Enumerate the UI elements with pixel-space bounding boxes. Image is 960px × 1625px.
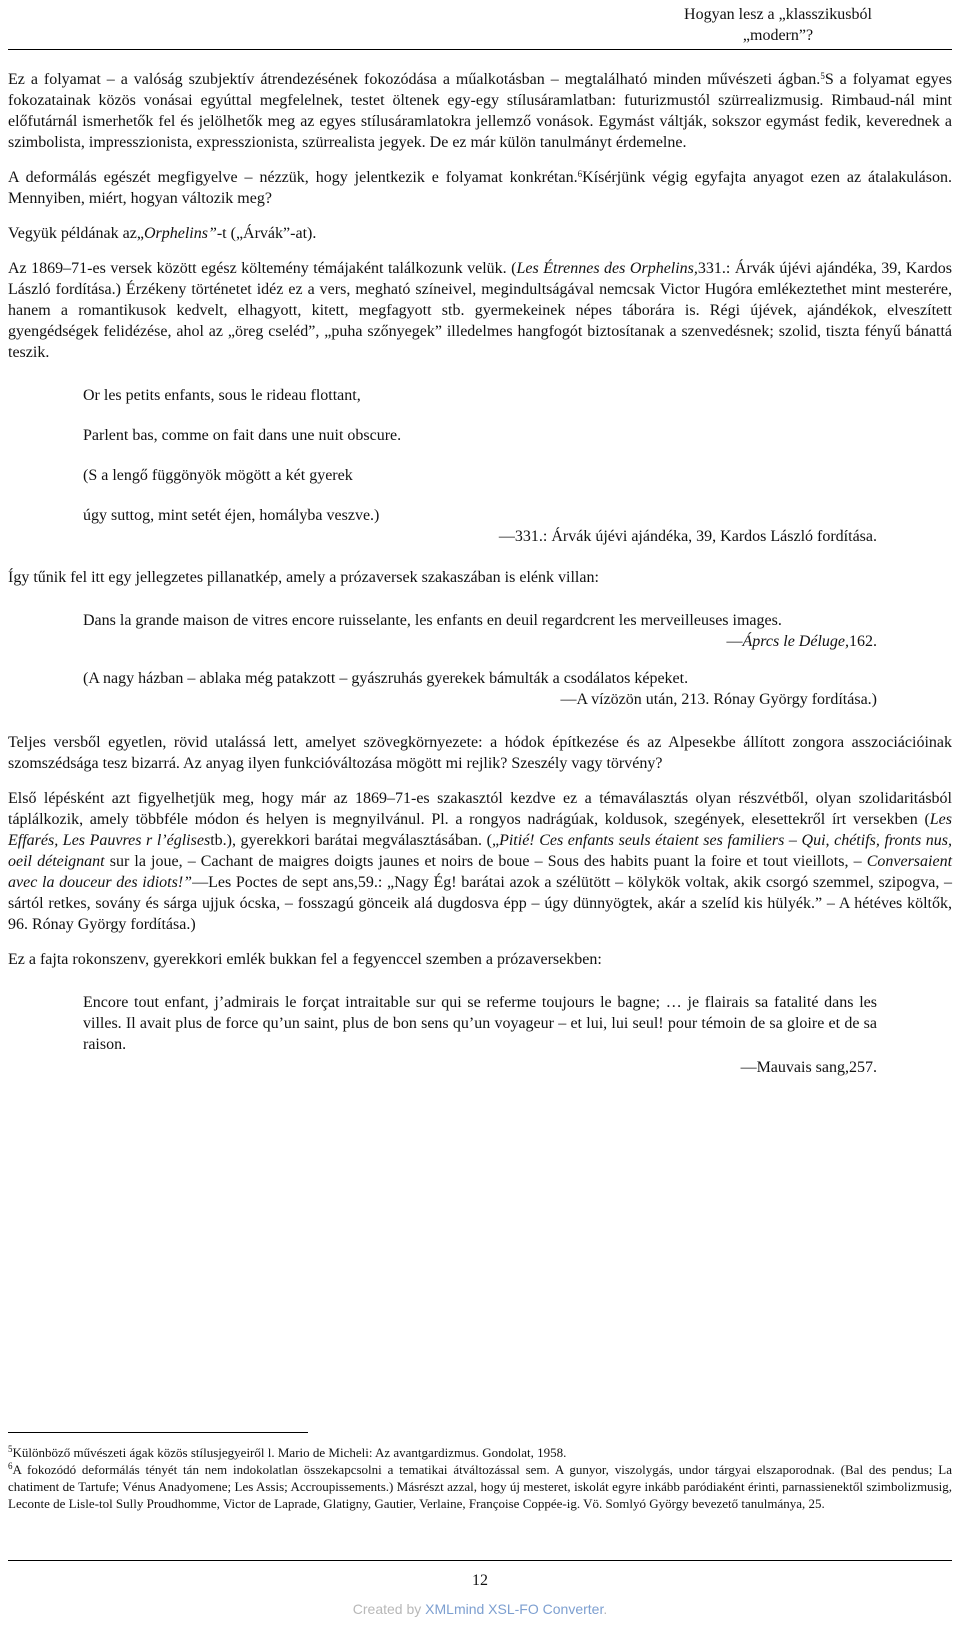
block-quote-french: Dans la grande maison de vitres encore ruisselante, les enfants en deuil regardcrent les merveilleuses images. — [83, 612, 782, 629]
footnote-ref-6[interactable]: 6 — [577, 169, 583, 179]
footnote-5: $^5$Különböző művészeti ágak közös stílusjegyeiről l. Mario de Micheli: Az avantgardizmus. Gondolat, 1958. — [8, 1444, 567, 1460]
converter-link[interactable]: XMLmind XSL-FO Converter — [425, 1601, 604, 1617]
footnote-ref-5[interactable]: 5 — [820, 71, 825, 81]
footnotes — [8, 1444, 952, 1512]
main-text — [8, 69, 952, 1092]
paragraph-6: Teljes versből egyetlen, rövid utalássá lett, amelyet szövegkörnyezete: a hódok építkezése és az Alpesekbe állított zongora asszociációinak szomszédsága tesz bizarrá. Az anyag ilyen funkcióváltozása mögött mi rejlik? Szeszély vagy törvény? — [8, 734, 952, 772]
block-quote-prose: Encore tout enfant, j’admirais le forçat intraitable sur qui se referme toujours le bagne; … je flairais sa fatalité dans les villes. Il avait plus de force qu’un saint, plus de bon sens qu’un voyageur – et lui, lui seul! pour témoin de sa gloire et de sa raison. — [83, 994, 877, 1053]
footnote-divider — [8, 1432, 308, 1433]
verse-line: (S a lengő függönyök mögött a két gyerek — [83, 467, 353, 484]
paragraph-3: Vegyük példának az„Orphelins”-t („Árvák”-at). — [8, 225, 317, 242]
block-quote-translation: (A nagy házban – ablaka még patakzott – gyászruhás gyerekek bámulták a csodálatos képeket. — [83, 670, 689, 687]
running-header — [628, 4, 928, 46]
footer-divider — [8, 1560, 952, 1561]
header-divider — [8, 49, 952, 50]
verse-line: úgy suttog, mint setét éjen, homályba veszve.) — [83, 507, 380, 524]
paragraph-4: Az 1869–71-es versek között egész költemény témájaként találkozunk velük. (Les Étrennes des Orphelins,331.: Árvák újévi ajándéka, 39, Kardos László fordítása.) Érzékeny történetet idéz ez a vers, megható színeivel, megindultságával nemcsak Victor Hugóra emlékeztethet mint mesterére, hanem a romantikusok kedvelt, elhagyott, kitett, megfagyott stb. gyermekeinek népes táborára is. Régi újévek, ajándékok, elveszített gyengédségek felidézése, ahol az „öreg cseléd”, „puha szőnyegek” illedelmes hangfogót biztosítanak a szenvedésnek; szolid, tiszta fényű bánattá teszik. — [8, 260, 953, 361]
header-title-line2: „modern”? — [742, 27, 814, 44]
paragraph-1: Ez a folyamat – a valóság szubjektív átrendezésének fokozódása a műalkotásban – megtalálható minden művészeti ágban.$^5$S a folyamat egyes fokozatainak közös vonásai egyúttal megfelelnek, testet öltenek egy-egy stílusáramlatban: futurizmustól szürrealizmusig. Rimbaud-nál mint előfutárnál ismerhetők fel és jelölhetők meg az egyes stílusáramlatokra jellemző vonások. Egymást váltják, sokszor egymást fedik, keverednek a szimbolista, impresszionista, expresszionista, szürrealista jegyek. De ez már külön tanulmányt érdemelne. — [8, 71, 953, 151]
paragraph-7: Első lépésként azt figyelhetjük meg, hogy már az 1869–71-es szakasztól kezdve ez a témaválasztás olyan részvétből, olyan szolidaritásból táplálkozik, amely többféle módon és helyen is megnyilvánul. Pl. a rongyos nadrágúak, koldusok, szegények, elesettekről írt versekben (Les Effarés, Les Pauvres r l’églisestb.), gyerekkori barátai megválasztásában. („Pitié! Ces enfants seuls étaient ses familiers – Qui, chétifs, fronts nus, oeil déteignant sur la joue, – Cachant de maigres doigts jaunes et noirs de boue – Sous des habits puant la foire et tout vieillots, – Conversaient avec la douceur des idiots!”—Les Poctes de sept ans,59.: „Nagy Ég! barátai azok a szélütött – kölykök voltak, akik csorgó szemmel, szipogva, – sártól retkes, sovány és sárga ujjuk ócska, – fosszagú gönceik alá dugdosva épp – úgy dünnyögtek, akár a szelíd kis hülyék.” – A hétéves költők, 96. Rónay György fordítása.) — [8, 790, 953, 933]
translation-attribution: —A vízözön után, 213. Rónay György fordítása.) — [560, 691, 877, 708]
header-title-line1: Hogyan lesz a „klasszikusból — [684, 6, 872, 23]
page-number: 12 — [472, 1572, 488, 1589]
footnote-6: $^6$A fokozódó deformálás tényét tán nem indokolatlan összekapcsolni a tematikai átváltozással sem. A gunyor, viszolygás, undor tárgyai elszaporodnak. (Bal des pendus; La chatiment de Tartufe; Vénus Anadyomene; Les Assis; Accroupissements.) Másrészt azzal, hogy új mesteret, iskolát egyre inkább paródiaként érinti, parnassienektől szimbolizmusig, Leconte de Lisle-tol Sully Proudhomme, Victor de Laprade, Glatigny, Gautier, Verlaine, Françoise Coppée-ig. Vö. Somlyó György bevezető tanulmánya, 25. — [8, 1461, 952, 1511]
paragraph-5: Így tűnik fel itt egy jellegzetes pillanatkép, amely a prózaversek szakaszában is elénk villan: — [8, 569, 599, 586]
verse-attribution: —331.: Árvák újévi ajándéka, 39, Kardos László fordítása. — [498, 528, 877, 545]
paragraph-2: A deformálás egészét megfigyelve – nézzük, hogy jelentkezik e folyamat konkrétan.$^6$Kísérjünk végig egyfajta anyagot ezen az átalakuláson. Mennyiben, miért, hogyan változik meg? — [8, 169, 953, 207]
block-quote-attribution: —Áprcs le Déluge,162. — [726, 633, 877, 650]
paragraph-8: Ez a fajta rokonszenv, gyerekkori emlék bukkan fel a fegyenccel szemben a prózaversekben: — [8, 951, 602, 968]
prose-quote-attribution: —Mauvais sang,257. — [740, 1059, 877, 1076]
verse-line: Or les petits enfants, sous le rideau flottant, — [83, 387, 361, 404]
verse-quote — [83, 385, 877, 526]
verse-line: Parlent bas, comme on fait dans une nuit obscure. — [83, 427, 402, 444]
converter-credit: Created by XMLmind XSL-FO Converter. — [352, 1601, 608, 1617]
